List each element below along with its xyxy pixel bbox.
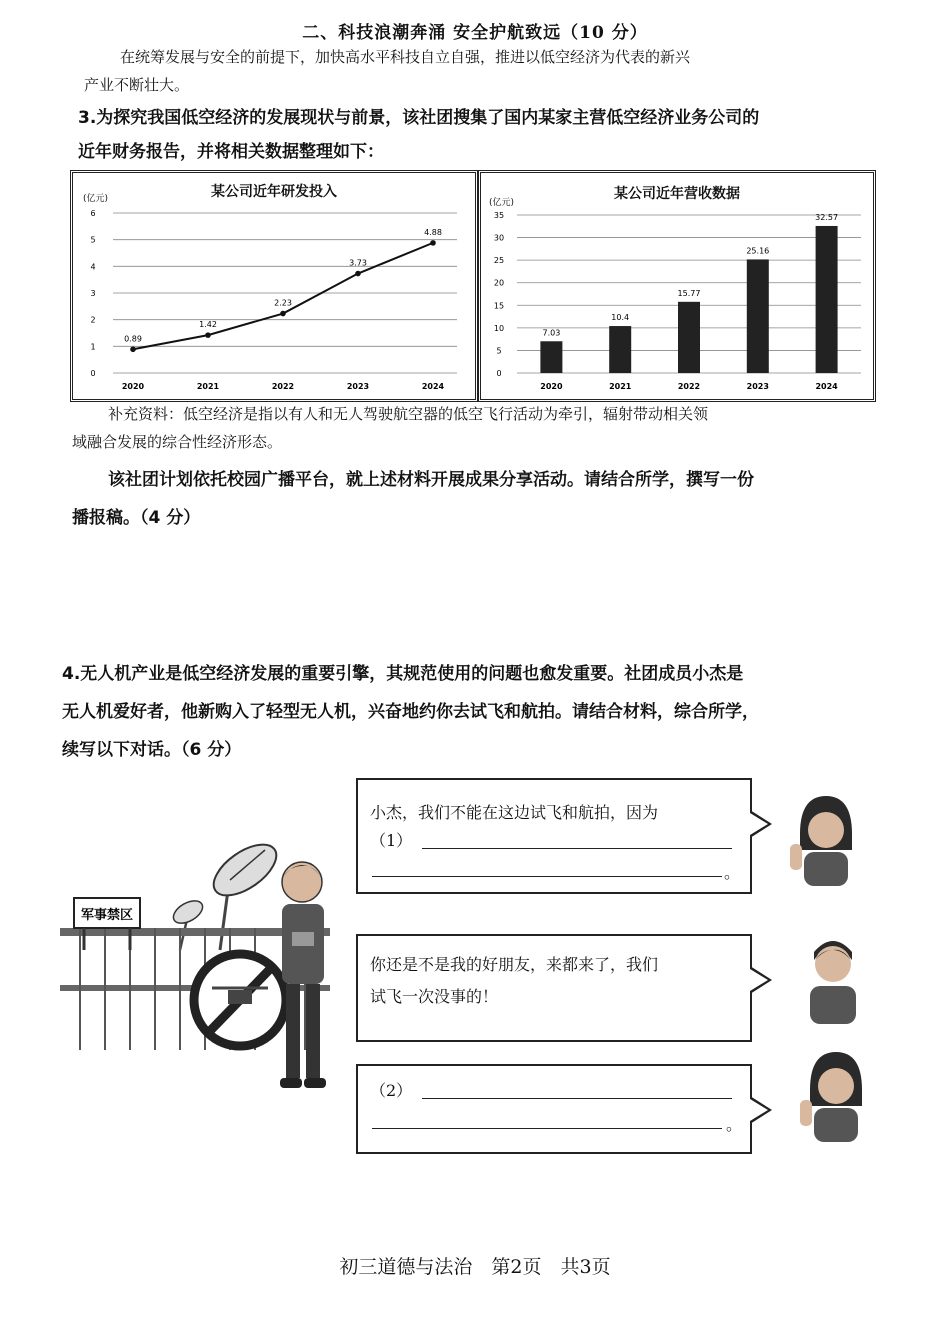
rd-data-label: 2.23 xyxy=(274,298,292,308)
boy-avatar xyxy=(800,930,866,1024)
bubble3-num: （2） xyxy=(370,1081,413,1100)
rd-data-point xyxy=(280,311,286,317)
revenue-x-tick-label: 2023 xyxy=(746,382,769,391)
revenue-data-label: 10.4 xyxy=(611,313,630,323)
revenue-chart-frame xyxy=(478,170,876,402)
section-title: 二、科技浪潮奔涌 安全护航致远（10 分） xyxy=(302,23,648,43)
revenue-x-tick-label: 2024 xyxy=(815,382,838,391)
bubble3-period: 。 xyxy=(726,1115,743,1134)
q4-prompt-line1: 4.无人机产业是低空经济发展的重要引擎，其规范使用的问题也愈发重要。社团成员小杰是 xyxy=(62,664,744,684)
bubble2-line1: 你还是不是我的好朋友，来都来了，我们 xyxy=(370,955,659,974)
rd-data-label: 1.42 xyxy=(199,320,217,330)
revenue-x-tick-label: 2022 xyxy=(677,382,701,391)
revenue-x-tick-label: 2020 xyxy=(540,382,563,391)
rd-data-point xyxy=(205,332,211,338)
rd-chart-title: 某公司近年研发投入 xyxy=(211,184,337,200)
rd-y-tick-label: 1 xyxy=(90,342,96,352)
revenue-chart-title: 某公司近年营收数据 xyxy=(614,186,740,202)
rd-y-tick-label: 6 xyxy=(90,209,96,218)
no-drone-icon xyxy=(194,954,286,1046)
bubble3-blank-1[interactable] xyxy=(422,1098,732,1099)
rd-chart-ylabel: (亿元) xyxy=(83,194,109,204)
rd-line-chart xyxy=(73,173,475,399)
q4-prompt-line3: 续写以下对话。（6 分） xyxy=(62,740,242,760)
waving-hand-icon xyxy=(790,844,802,870)
q3-supplement-line2: 域融合发展的综合性经济形态。 xyxy=(72,433,283,451)
bubble2-line2: 试飞一次没事的！ xyxy=(370,987,499,1006)
rd-y-tick-label: 0 xyxy=(90,369,96,378)
bubble1-blank-1[interactable] xyxy=(422,848,732,849)
q3-task-line2: 播报稿。（4 分） xyxy=(72,508,201,528)
revenue-y-tick-label: 15 xyxy=(493,301,505,311)
rd-data-label: 4.88 xyxy=(424,227,442,237)
revenue-y-tick-label: 5 xyxy=(496,346,502,356)
q3-supplement-line1: 补充资料：低空经济是指以有人和无人驾驶航空器的低空飞行活动为牵引，辐射带动相关领 xyxy=(108,405,709,423)
dialogue-bubble-2 xyxy=(356,934,752,1042)
revenue-chart-ylabel: (亿元) xyxy=(489,198,515,208)
revenue-y-tick-label: 10 xyxy=(493,323,505,333)
section-intro-line2: 产业不断壮大。 xyxy=(84,76,190,94)
revenue-data-label: 7.03 xyxy=(542,328,561,338)
rd-x-tick-label: 2022 xyxy=(271,382,295,391)
rd-data-point xyxy=(355,271,361,277)
rd-data-label: 0.89 xyxy=(124,334,142,344)
bubble1-num: （1） xyxy=(370,831,413,850)
rd-x-tick-label: 2020 xyxy=(121,382,145,391)
dialogue-bubble-1 xyxy=(356,778,752,894)
rd-chart-frame xyxy=(70,170,478,402)
rd-data-label: 3.73 xyxy=(349,258,367,268)
rd-y-tick-label: 3 xyxy=(90,289,96,298)
q4-prompt-line2: 无人机爱好者，他新购入了轻型无人机，兴奋地约你去试飞和航拍。请结合材料，综合所学， xyxy=(62,702,759,722)
waving-hand-icon xyxy=(800,1100,812,1126)
q3-prompt-line2: 近年财务报告，并将相关数据整理如下： xyxy=(78,142,384,162)
rd-series-line xyxy=(133,243,433,349)
rd-data-point xyxy=(130,346,136,352)
revenue-y-tick-label: 25 xyxy=(493,256,505,266)
bubble3-blank-2[interactable] xyxy=(372,1128,722,1129)
revenue-y-tick-label: 0 xyxy=(496,369,502,378)
q3-task-line1: 该社团计划依托校园广播平台，就上述材料开展成果分享活动。请结合所学，撰写一份 xyxy=(108,470,754,490)
bubble1-blank-2[interactable] xyxy=(372,876,722,877)
boy-with-drone xyxy=(280,862,326,1088)
revenue-y-tick-label: 35 xyxy=(493,211,505,220)
military-zone-illustration xyxy=(60,820,350,1120)
q3-answer-area[interactable] xyxy=(72,540,872,640)
rd-y-tick-label: 5 xyxy=(90,235,96,245)
revenue-x-tick-label: 2021 xyxy=(609,382,632,391)
revenue-bar xyxy=(747,259,769,373)
revenue-bar xyxy=(609,326,631,373)
girl-avatar-2 xyxy=(796,1046,876,1142)
revenue-bar xyxy=(816,226,838,373)
military-zone-sign-text: 军事禁区 xyxy=(80,908,134,923)
section-intro-line1: 在统筹发展与安全的前提下，加快高水平科技自立自强，推进以低空经济为代表的新兴 xyxy=(120,48,691,66)
revenue-data-label: 15.77 xyxy=(677,288,701,298)
bubble1-line1: 小杰，我们不能在这边试飞和航拍，因为 xyxy=(370,803,659,822)
rd-x-tick-label: 2021 xyxy=(196,382,220,391)
revenue-data-label: 32.57 xyxy=(815,212,839,222)
revenue-y-tick-label: 20 xyxy=(493,278,505,288)
dialogue-bubble-3 xyxy=(356,1064,752,1154)
page-footer: 初三道德与法治 第2页 共3页 xyxy=(339,1256,611,1278)
q3-prompt-line1: 3.为探究我国低空经济的发展现状与前景，该社团搜集了国内某家主营低空经济业务公司的 xyxy=(78,108,760,128)
revenue-y-tick-label: 30 xyxy=(493,233,505,243)
rd-y-tick-label: 2 xyxy=(90,315,96,325)
revenue-bar xyxy=(678,302,700,373)
revenue-data-label: 25.16 xyxy=(746,246,770,256)
girl-avatar-1 xyxy=(786,790,866,886)
revenue-bar xyxy=(540,341,562,373)
rd-x-tick-label: 2024 xyxy=(421,382,445,391)
revenue-bar-chart xyxy=(481,173,873,399)
rd-data-point xyxy=(430,240,436,246)
bubble1-period: 。 xyxy=(724,863,741,882)
rd-y-tick-label: 4 xyxy=(90,262,96,272)
rd-x-tick-label: 2023 xyxy=(346,382,370,391)
